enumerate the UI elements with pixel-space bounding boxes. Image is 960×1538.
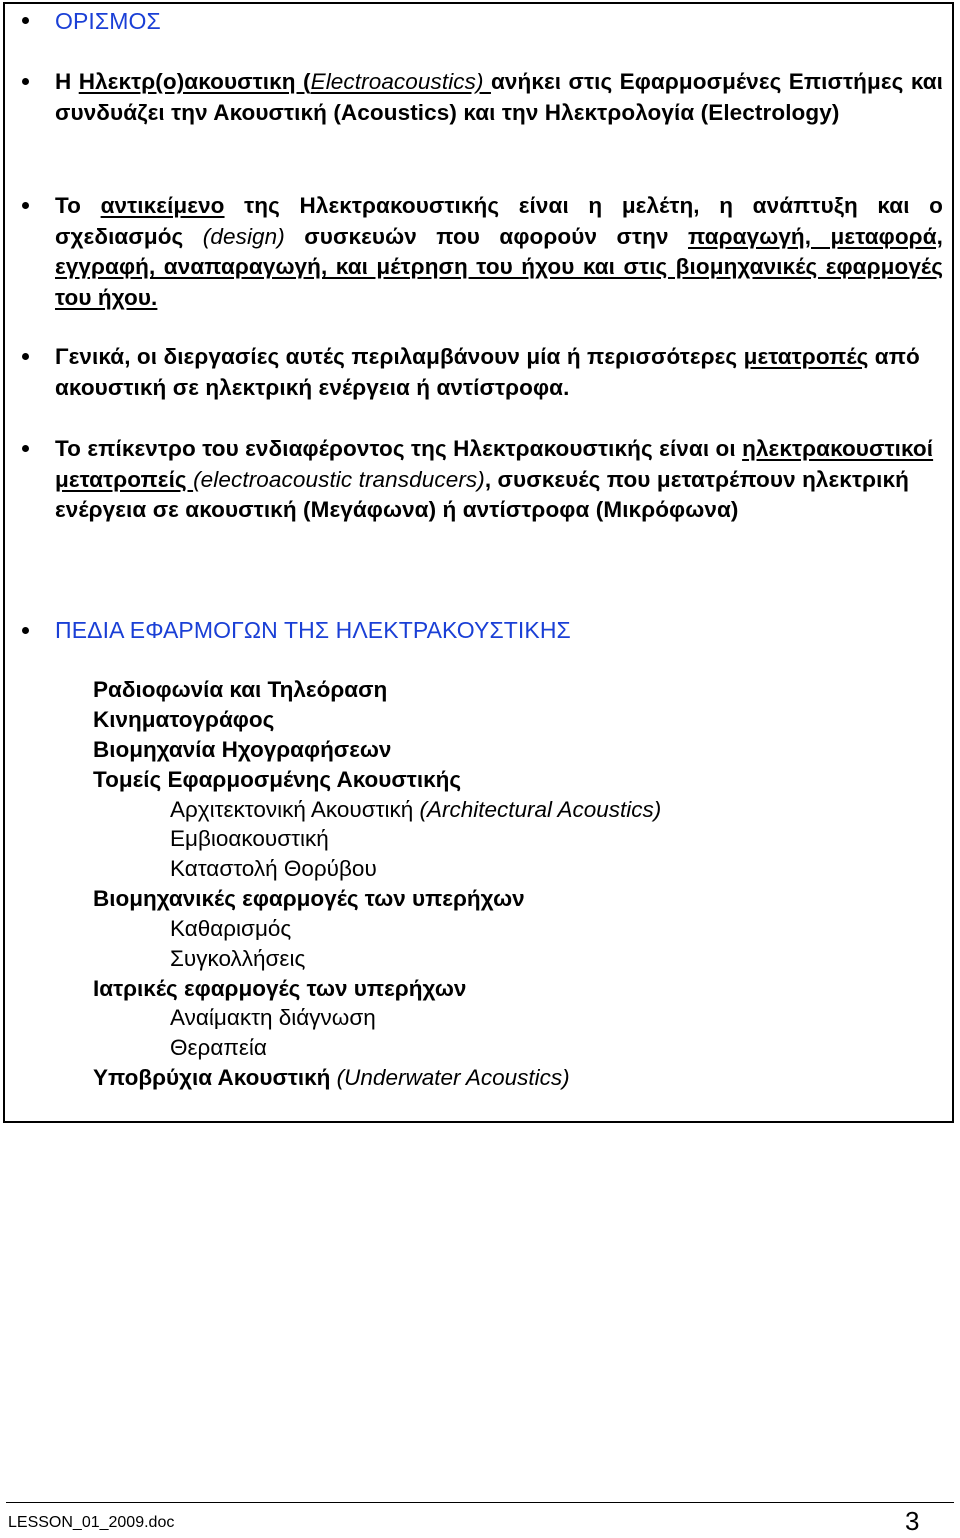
heading-application-fields: ΠΕΔΙΑ ΕΦΑΡΜΟΓΩΝ ΤΗΣ ΗΛΕΚΤΡΑΚΟΥΣΤΙΚΗΣ [55, 617, 571, 643]
sub-list-item: Θεραπεία [170, 1035, 267, 1060]
text-span: συσκευών που αφορούν στην [284, 223, 689, 249]
paragraph-definition [55, 67, 943, 128]
bullet [22, 353, 29, 360]
sub-list-item: Εμβιοακουστική [170, 826, 329, 851]
list-item: Ραδιοφωνία και Τηλεόραση [93, 677, 388, 702]
bullet [22, 17, 29, 24]
text-span: Υποβρύχια Ακουστική [93, 1065, 331, 1090]
text-span-underlined: αντικείμενο [100, 193, 225, 218]
page-number: 3 [905, 1506, 920, 1536]
list-item: Τομείς Εφαρμοσμένης Ακουστικής [93, 767, 462, 792]
text-span-italic: (Architectural Acoustics) [419, 797, 662, 822]
bullet [22, 202, 29, 209]
text-span-underlined: Ηλεκτρ(ο)ακουστικη ( [78, 69, 311, 94]
list-item: Βιομηχανία Ηχογραφήσεων [93, 737, 392, 762]
text-span: Η [55, 69, 79, 94]
text-span: , συσκευές που μετατρέπουν ηλεκτρική ενέργεια σε ακουστική (Μεγάφωνα) ή αντίστροφα (Μικρόφωνα) [55, 466, 909, 522]
paragraph-subject [55, 191, 943, 313]
bullet [22, 627, 29, 634]
content-frame [3, 2, 954, 1123]
text-span-underlined: ηλεκτρακουστικοί μετατροπείς [55, 436, 934, 492]
list-item: Ιατρικές εφαρμογές των υπερήχων [93, 976, 467, 1001]
text-span-underlined: παραγωγή, μεταφορά, εγγραφή, αναπαραγωγή, και μέτρηση του ήχου και στις βιομηχανικές εφαρμογές του ήχου. [55, 223, 943, 310]
text-span-italic: (electroacoustic transducers) [193, 466, 485, 492]
text-span-italic: (design) [202, 223, 285, 249]
paragraph-transducers [55, 434, 943, 526]
sub-list-item: Καθαρισμός [170, 916, 292, 941]
bullet [22, 445, 29, 452]
paragraph-processes [55, 342, 943, 403]
sub-list-item: Συγκολλήσεις [170, 946, 306, 971]
text-span: Αρχιτεκτονική Ακουστική [170, 797, 420, 822]
text-span: Το επίκεντρο του ενδιαφέροντος της Ηλεκτρακουστικής είναι οι [55, 436, 743, 461]
bullet [22, 78, 29, 85]
list-item: Κινηματογράφος [93, 707, 275, 732]
sub-list-item: Καταστολή Θορύβου [170, 856, 377, 881]
text-span-italic: (Underwater Acoustics) [330, 1065, 570, 1090]
list-item: Βιομηχανικές εφαρμογές των υπερήχων [93, 886, 525, 911]
text-span: Γενικά, οι διεργασίες αυτές περιλαμβάνουν μία ή περισσότερες [55, 344, 744, 369]
text-span: ανήκει στις Εφαρμοσμένες Επιστήμες και συνδυάζει την Ακουστική (Acoustics) και την Ηλεκτρολογία (Electrology) [55, 69, 943, 125]
text-span: της Ηλεκτρακουστικής είναι η μελέτη, η ανάπτυξη και ο σχεδιασμός [55, 193, 943, 249]
text-span-italic: Electroacoustics) [310, 69, 491, 94]
list-item [93, 1063, 570, 1093]
text-span: από ακουστική σε ηλεκτρική ενέργεια ή αντίστροφα. [55, 344, 920, 400]
sub-list-item: Αναίμακτη διάγνωση [170, 1005, 376, 1030]
footer-divider [6, 1502, 954, 1503]
footer-filename: LESSON_01_2009.doc [8, 1514, 175, 1531]
heading-definition: ΟΡΙΣΜΟΣ [55, 8, 161, 34]
text-span-underlined: μετατροπές [743, 344, 869, 369]
sub-list-item [170, 795, 661, 825]
text-span: Το [55, 193, 101, 218]
